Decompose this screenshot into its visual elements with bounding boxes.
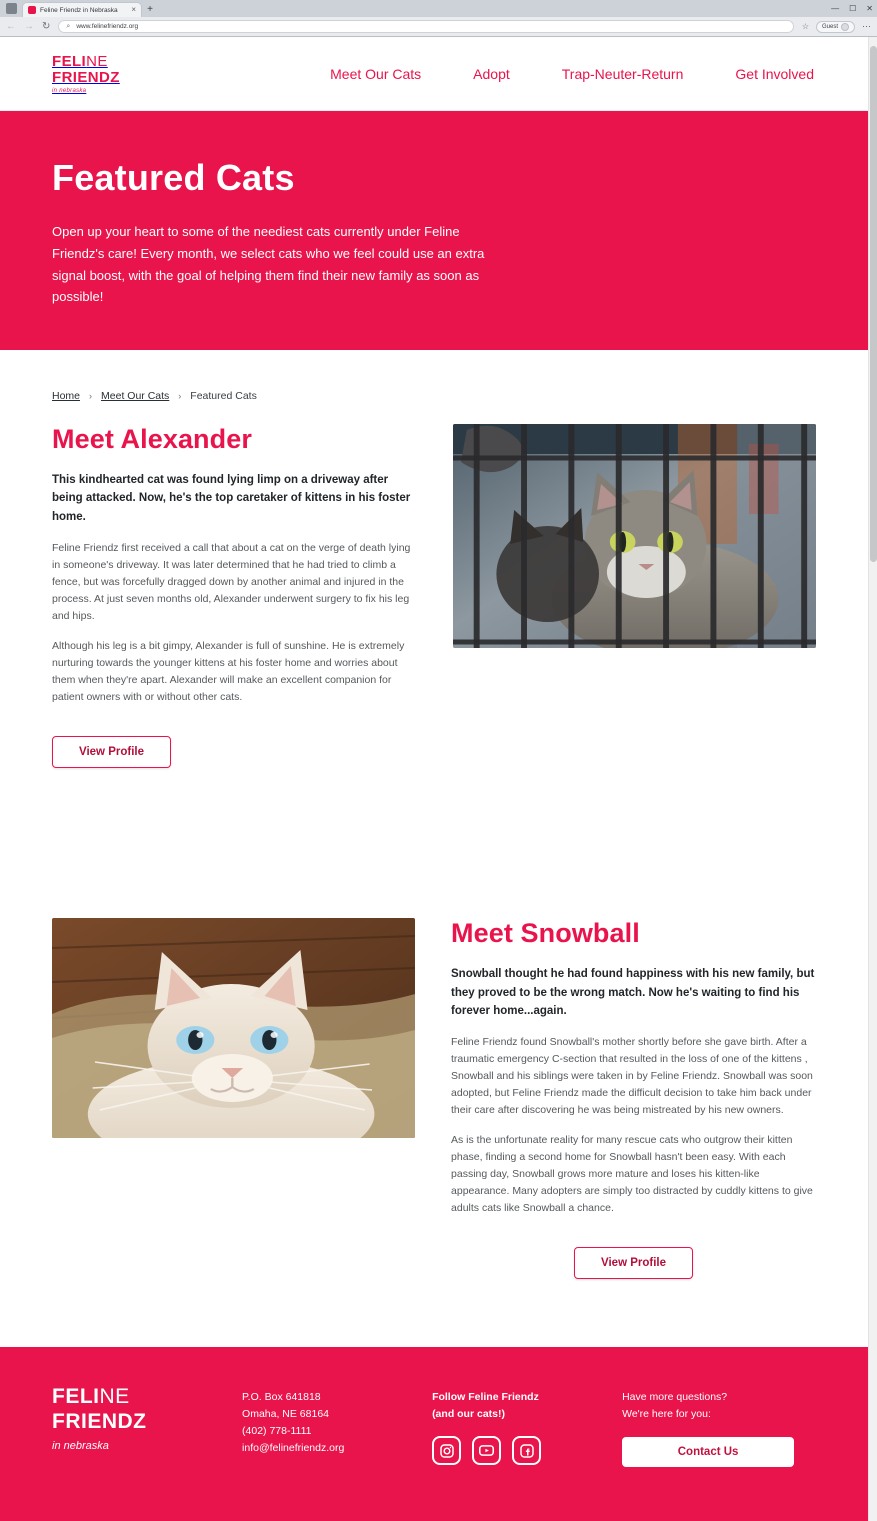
- page-viewport: [0, 37, 877, 1521]
- chevron-right-icon: ›: [89, 391, 93, 401]
- view-profile-button-snowball[interactable]: View Profile: [574, 1247, 693, 1279]
- chevron-right-icon: ›: [178, 391, 182, 401]
- forward-button[interactable]: →: [24, 20, 34, 32]
- footer-contact: [622, 1385, 816, 1521]
- reload-button[interactable]: ↻: [42, 20, 51, 32]
- nav-item-get-involved[interactable]: Get Involved: [735, 65, 814, 82]
- browser-chrome: [0, 0, 877, 37]
- snowball-photo: [52, 918, 415, 1138]
- hero-banner: [0, 111, 868, 350]
- footer-social-label-1: Follow Feline Friendz: [432, 1391, 539, 1404]
- footer-phone[interactable]: (402) 778-1111: [242, 1425, 312, 1438]
- alexander-image-column: [453, 424, 816, 648]
- alexander-text-column: [52, 424, 417, 768]
- footer-logo-tagline: in nebraska: [52, 1439, 109, 1452]
- hero-description: Open up your heart to some of the neediest cats currently under Feline Friendz's care! Every month, we select cats who we feel could use an extra signal boost, with the goal of helping them find their new family as soon as possible!: [52, 224, 485, 305]
- tab-close-icon[interactable]: ×: [131, 5, 136, 14]
- scrollbar-thumb[interactable]: [870, 46, 877, 562]
- tab-strip: [0, 0, 877, 17]
- favicon-icon: [28, 6, 36, 14]
- footer-address-line-2: Omaha, NE 68164: [242, 1408, 329, 1421]
- alexander-title: Meet Alexander: [52, 424, 252, 454]
- maximize-button[interactable]: ☐: [849, 4, 857, 13]
- minimize-button[interactable]: —: [831, 4, 840, 13]
- alexander-button-wrap: [52, 736, 417, 768]
- footer-email[interactable]: info@felinefriendz.org: [242, 1442, 345, 1455]
- breadcrumb-item-home[interactable]: Home: [52, 390, 81, 402]
- footer-questions-line-1: Have more questions?: [622, 1391, 728, 1404]
- footer-logo-line-1: FELINE: [52, 1385, 130, 1409]
- footer-social-label-2: (and our cats!): [432, 1408, 505, 1421]
- instagram-icon[interactable]: [432, 1436, 461, 1465]
- snowball-title: Meet Snowball: [451, 918, 640, 949]
- footer-address: [242, 1385, 432, 1521]
- footer-logo: [52, 1385, 242, 1521]
- browser-toolbar: [0, 17, 877, 36]
- main-navigation: [330, 66, 816, 82]
- alexander-body-2: Although his leg is a bit gimpy, Alexander is full of sunshine. He is extremely nurturing towards the younger kittens at his foster home and worries about them when they're apart. Alexander will make an excellent companion for patient owners with or without other cats.: [52, 640, 405, 704]
- toolbar-right: [802, 21, 871, 33]
- browser-tab[interactable]: [22, 2, 142, 17]
- contact-us-button[interactable]: Contact Us: [622, 1437, 794, 1467]
- new-tab-button[interactable]: +: [147, 4, 153, 15]
- back-button[interactable]: ←: [6, 20, 16, 32]
- cat-section-alexander: [0, 424, 868, 768]
- close-window-button[interactable]: ✕: [866, 4, 873, 13]
- snowball-image-column: [52, 918, 415, 1138]
- breadcrumb-item-meet-our-cats[interactable]: Meet Our Cats: [101, 390, 170, 402]
- breadcrumb: [0, 350, 868, 402]
- profile-label: Guest: [821, 23, 838, 30]
- page-title: Featured Cats: [52, 157, 295, 198]
- youtube-icon[interactable]: [472, 1436, 501, 1465]
- footer-address-line-1: P.O. Box 641818: [242, 1391, 321, 1404]
- alexander-body-1: Feline Friendz first received a call that about a cat on the verge of death lying in someone's driveway. It was later determined that he had tried to climb a fence, but was forcefully dragged down by another animal and injured in the process. At just seven months old, Alexander underwent surgery to fix his leg and hips.: [52, 542, 411, 623]
- page-content: [0, 37, 868, 1521]
- snowball-body-2: As is the unfortunate reality for many rescue cats who outgrow their kitten phase, finding a second home for Snowball hasn't been easy. With each passing day, Snowball grows more mature and loses his kitten-like appearance. Many adopters are simply too distracted by cuddly kittens to give adults cats like Snowball a chance.: [451, 1134, 813, 1215]
- page-scrollbar[interactable]: [868, 37, 877, 1521]
- snowball-body-1: Feline Friendz found Snowball's mother shortly before she gave birth. After a traumatic emergency C-section that resulted in the loss of one of the kittens , Snowball and his siblings were taken in by Feline Friendz. Snowball was soon adopted, but Feline Friendz made the difficult decision to take him back under their care after discovering he was being mistreated by his new owners.: [451, 1036, 813, 1117]
- logo-tagline: in nebraska: [52, 87, 87, 94]
- cat-section-snowball: [0, 918, 868, 1279]
- window-controls-left: [2, 0, 22, 17]
- alexander-lede: This kindhearted cat was found lying limp on a driveway after being attacked. Now, he's the top caretaker of kittens in his foster home.: [52, 474, 411, 523]
- view-profile-button-alexander[interactable]: View Profile: [52, 736, 171, 768]
- logo-line-2: FRIENDZ: [52, 68, 120, 86]
- tab-title: Feline Friendz in Nebraska: [40, 6, 118, 14]
- social-icon-row: [432, 1436, 622, 1465]
- snowball-lede: Snowball thought he had found happiness with his new family, but they proved to be the wrong match. Now he's waiting to find his forever home...again.: [451, 968, 815, 1017]
- nav-item-adopt[interactable]: Adopt: [473, 65, 510, 82]
- facebook-icon[interactable]: [512, 1436, 541, 1465]
- site-header: [0, 37, 868, 111]
- profile-button[interactable]: [816, 21, 855, 33]
- nav-item-meet-our-cats[interactable]: Meet Our Cats: [330, 65, 422, 82]
- browser-app-icon: [6, 3, 17, 14]
- avatar: [841, 23, 849, 31]
- footer-logo-line-2: FRIENDZ: [52, 1410, 147, 1434]
- snowball-text-column: [451, 918, 816, 1279]
- address-bar-url: www.felinefriendz.org: [76, 23, 139, 30]
- browser-menu-icon[interactable]: ⋯: [862, 21, 871, 31]
- site-footer: [0, 1347, 868, 1521]
- nav-item-trap-neuter-return[interactable]: Trap-Neuter-Return: [561, 65, 684, 82]
- search-icon: ⌕: [66, 22, 71, 30]
- breadcrumb-item-current: Featured Cats: [190, 390, 257, 402]
- site-logo[interactable]: [52, 54, 120, 94]
- snowball-button-wrap: [451, 1247, 816, 1279]
- bookmark-star-icon[interactable]: ☆: [801, 22, 809, 31]
- logo-line-1: FELINE: [52, 52, 108, 70]
- window-controls: [831, 0, 873, 17]
- address-bar[interactable]: [58, 20, 793, 33]
- footer-questions-line-2: We're here for you:: [622, 1408, 711, 1421]
- alexander-photo: [453, 424, 816, 648]
- footer-social: [432, 1385, 622, 1521]
